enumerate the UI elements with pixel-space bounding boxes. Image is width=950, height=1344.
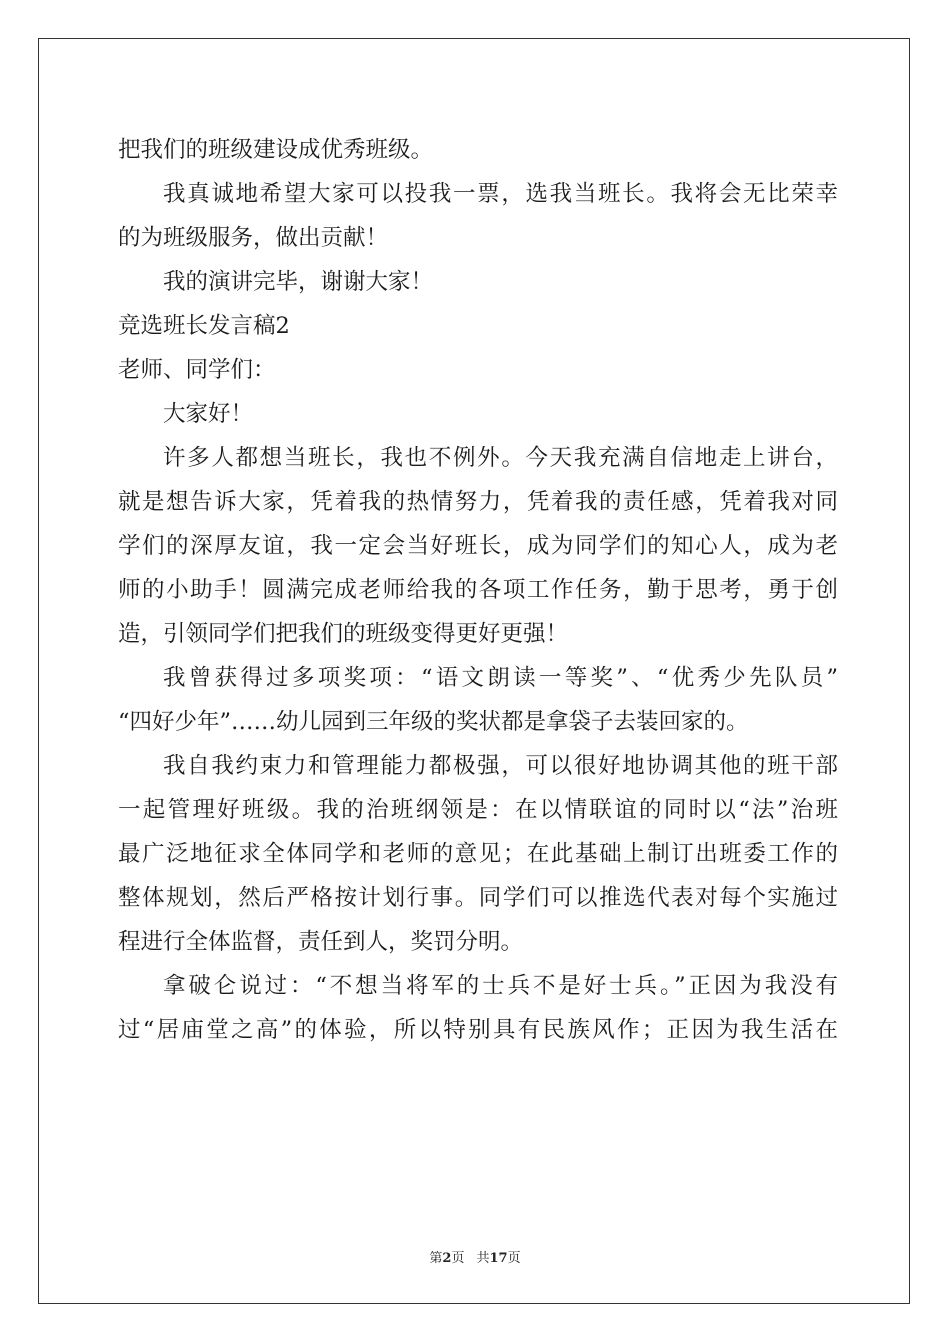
footer-page-suffix: 页	[451, 1251, 465, 1266]
text-line: 过“居庙堂之高”的体验，所以特别具有民族风作；正因为我生活在	[118, 1017, 838, 1043]
footer-total-prefix: 共	[476, 1251, 490, 1266]
text-line: 竞选班长发言稿2	[118, 313, 290, 339]
text-line: 大家好！	[163, 401, 254, 427]
text-line: 我真诚地希望大家可以投我一票，选我当班长。我将会无比荣幸	[163, 181, 838, 207]
text-line: 我的演讲完毕，谢谢大家！	[163, 269, 434, 295]
text-line: 许多人都想当班长，我也不例外。今天我充满自信地走上讲台，	[163, 445, 838, 471]
footer-page-prefix: 第	[429, 1251, 443, 1266]
text-line: 造，引领同学们把我们的班级变得更好更强！	[118, 621, 569, 647]
text-line: 师的小助手！圆满完成老师给我的各项工作任务，勤于思考，勇于创	[118, 577, 838, 603]
text-line: 把我们的班级建设成优秀班级。	[118, 137, 434, 163]
text-line: 整体规划，然后严格按计划行事。同学们可以推选代表对每个实施过	[118, 885, 838, 911]
text-line: 我自我约束力和管理能力都极强，可以很好地协调其他的班干部	[163, 753, 838, 779]
footer-total-suffix: 页	[507, 1251, 521, 1266]
text-line: 程进行全体监督，责任到人，奖罚分明。	[118, 929, 524, 955]
document-body	[118, 128, 838, 1052]
footer-page-number: 2	[442, 1251, 452, 1266]
text-line: 就是想告诉大家，凭着我的热情努力，凭着我的责任感，凭着我对同	[118, 489, 838, 515]
text-line: 老师、同学们：	[118, 357, 276, 383]
text-line: 一起管理好班级。我的治班纲领是：在以情联谊的同时以“法”治班	[118, 797, 838, 823]
text-line: 的为班级服务，做出贡献！	[118, 225, 389, 251]
footer-total-pages: 17	[489, 1251, 508, 1266]
text-line: 我曾获得过多项奖项：“语文朗读一等奖”、“优秀少先队员”	[163, 665, 838, 691]
text-line: “四好少年”……幼儿园到三年级的奖状都是拿袋子去装回家的。	[118, 709, 749, 735]
text-line: 拿破仑说过：“不想当将军的士兵不是好士兵。”正因为我没有	[163, 973, 838, 999]
page-footer	[0, 1247, 950, 1266]
text-line: 最广泛地征求全体同学和老师的意见；在此基础上制订出班委工作的	[118, 841, 838, 867]
text-line: 学们的深厚友谊，我一定会当好班长，成为同学们的知心人，成为老	[118, 533, 838, 559]
